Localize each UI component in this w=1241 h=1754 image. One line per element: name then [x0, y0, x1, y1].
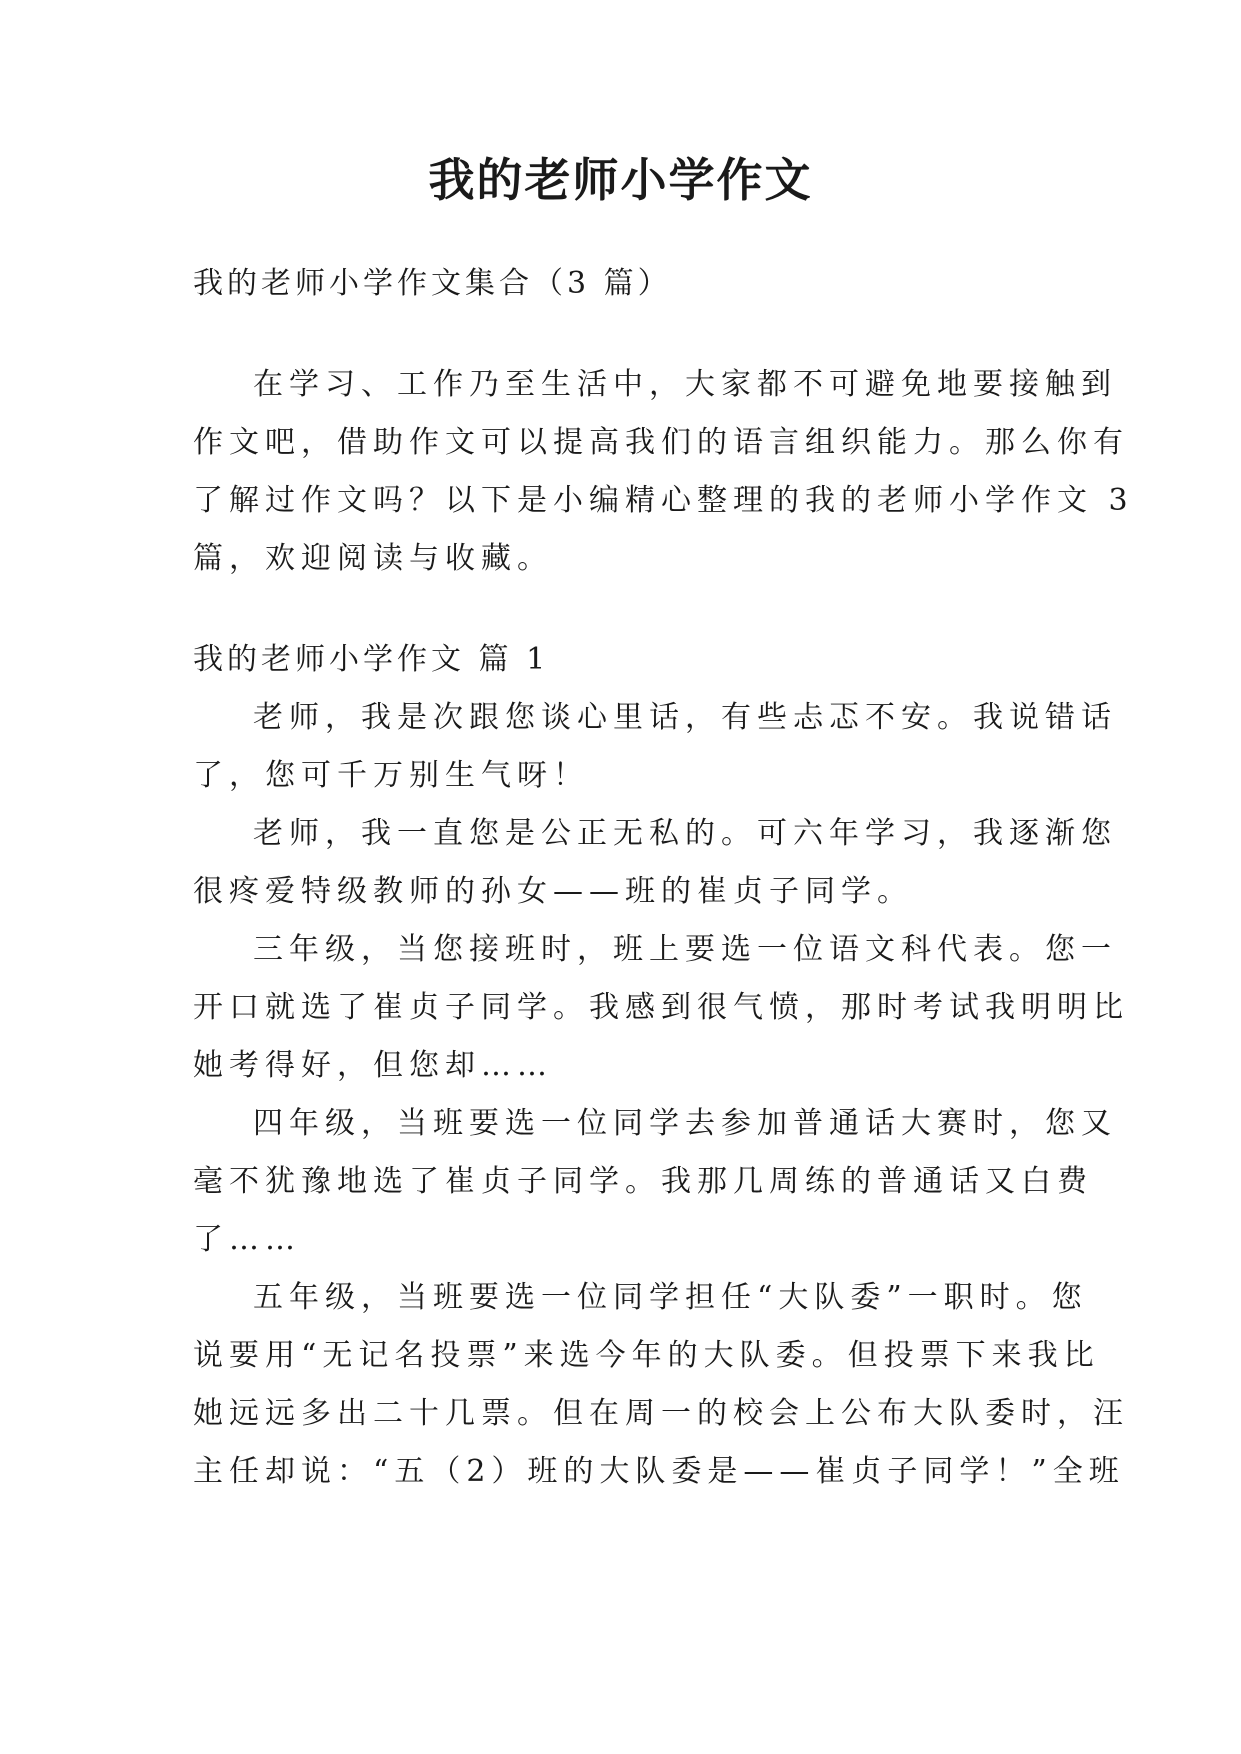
body-line: 说要用“无记名投票”来选今年的大队委。但投票下来我比 — [193, 1338, 1100, 1373]
section-heading: 我的老师小学作文 篇 1 — [193, 642, 550, 677]
body-line: 开口就选了崔贞子同学。我感到很气愤，那时考试我明明比 — [193, 990, 1129, 1025]
body-line: 了，您可千万别生气呀！ — [193, 758, 589, 793]
intro-line: 了解过作文吗？以下是小编精心整理的我的老师小学作文 3 — [193, 483, 1134, 518]
intro-line: 作文吧，借助作文可以提高我们的语言组织能力。那么你有 — [193, 425, 1129, 460]
body-line: 她考得好，但您却…… — [193, 1048, 553, 1083]
body-line: 主任却说：“五（2）班的大队委是——崔贞子同学！”全班 — [193, 1454, 1125, 1489]
body-line: 老师，我一直您是公正无私的。可六年学习，我逐渐您 — [253, 816, 1117, 851]
intro-line: 在学习、工作乃至生活中，大家都不可避免地要接触到 — [253, 367, 1117, 402]
body-line: 四年级，当班要选一位同学去参加普通话大赛时，您又 — [253, 1106, 1117, 1141]
body-line: 了…… — [193, 1222, 301, 1257]
document-title: 我的老师小学作文 — [428, 153, 813, 207]
body-line: 三年级，当您接班时，班上要选一位语文科代表。您一 — [253, 932, 1117, 967]
body-line: 毫不犹豫地选了崔贞子同学。我那几周练的普通话又白费 — [193, 1164, 1093, 1199]
body-line: 很疼爱特级教师的孙女——班的崔贞子同学。 — [193, 874, 913, 909]
body-line: 老师，我是次跟您谈心里话，有些忐忑不安。我说错话 — [253, 700, 1117, 735]
subtitle-line: 我的老师小学作文集合（3 篇） — [193, 266, 672, 301]
body-line: 她远远多出二十几票。但在周一的校会上公布大队委时，汪 — [193, 1396, 1129, 1431]
body-line: 五年级，当班要选一位同学担任“大队委”一职时。您 — [253, 1280, 1088, 1315]
intro-line: 篇，欢迎阅读与收藏。 — [193, 541, 553, 576]
